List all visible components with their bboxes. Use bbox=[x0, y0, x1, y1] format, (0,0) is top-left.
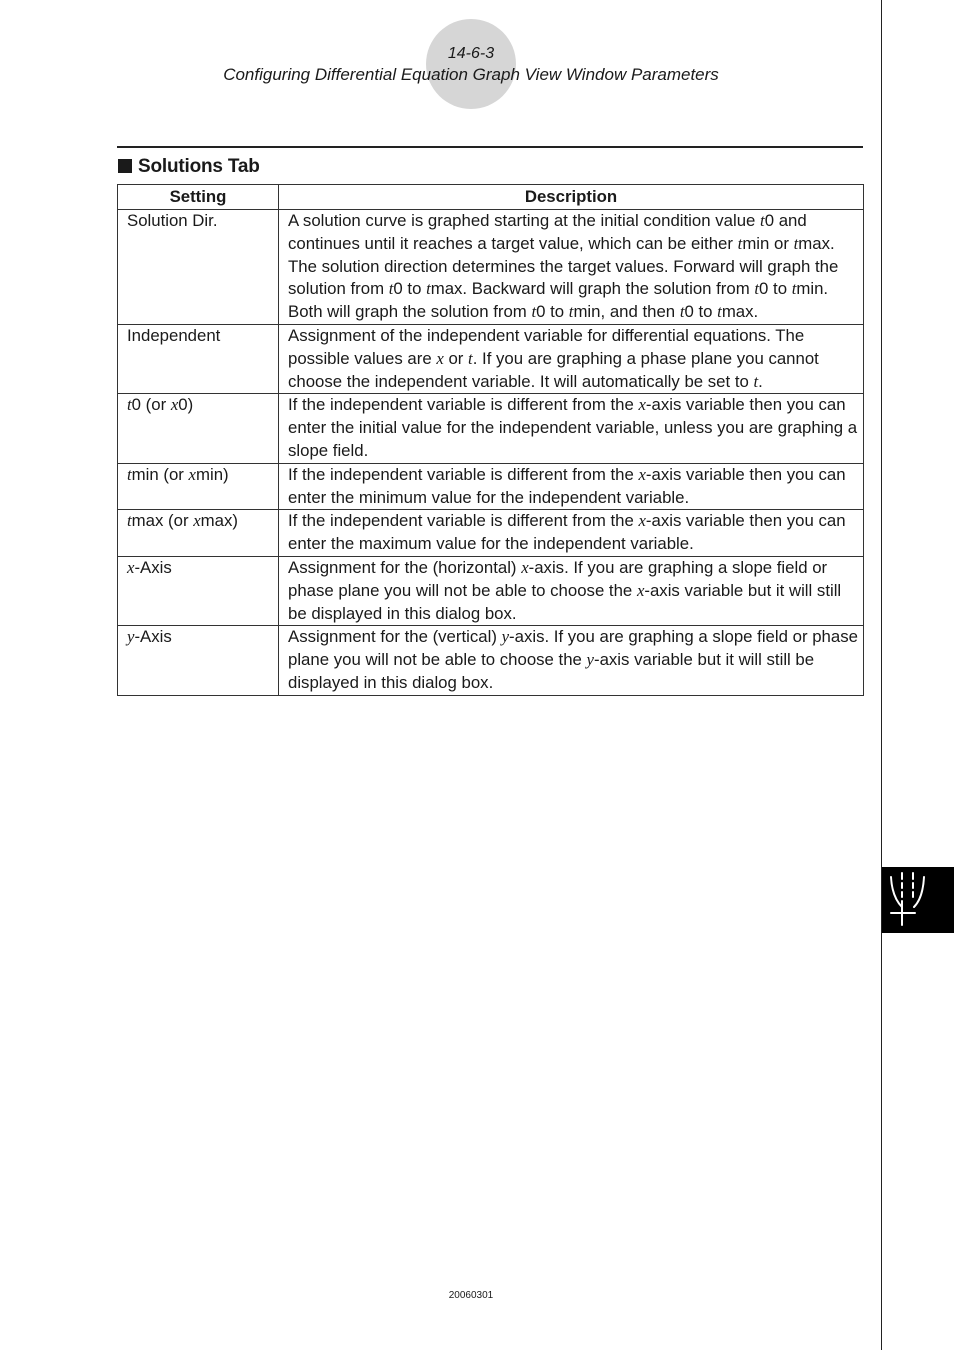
variable-text: t bbox=[760, 211, 765, 230]
cell-text: min. Both will graph the solution from bbox=[288, 279, 829, 322]
cell-text: max (or bbox=[131, 511, 194, 531]
cell-text: A solution curve is graphed starting at the initial condition value bbox=[288, 211, 761, 230]
variable-text: x bbox=[638, 464, 646, 484]
cell-text: or bbox=[443, 348, 469, 368]
table-row bbox=[118, 324, 864, 393]
cell-text: -axis variable then you can enter the maximum value for the independent variable. bbox=[288, 511, 846, 554]
variable-text: x bbox=[193, 511, 201, 531]
description-cell bbox=[279, 210, 864, 325]
cell-text: -axis. If you are graphing a slope field or phase plane you will not be able to choose the bbox=[288, 557, 828, 600]
variable-text: t bbox=[753, 371, 759, 391]
setting-cell bbox=[118, 210, 279, 325]
cell-text: max. Backward will graph the solution from bbox=[430, 279, 755, 299]
variable-text: t bbox=[679, 302, 685, 322]
cell-text: . If you are graphing a phase plane you cannot choose the independent variable. It will automatically be set to bbox=[288, 348, 819, 391]
description-cell bbox=[279, 626, 864, 695]
cell-text: If the independent variable is different from the bbox=[288, 511, 639, 531]
variable-text: t bbox=[127, 395, 132, 415]
table-row bbox=[118, 626, 864, 695]
cell-text: max) bbox=[200, 511, 238, 531]
description-cell bbox=[279, 463, 864, 510]
cell-text: 0) bbox=[178, 395, 194, 415]
section-title: Solutions Tab bbox=[138, 156, 260, 177]
variable-text: x bbox=[521, 557, 529, 577]
variable-text: t bbox=[791, 279, 797, 299]
section-heading bbox=[118, 155, 260, 179]
setting-cell bbox=[118, 626, 279, 695]
variable-text: y bbox=[501, 627, 510, 647]
column-header-description: Description bbox=[279, 185, 864, 210]
variable-text: t bbox=[737, 233, 743, 253]
cell-text: min) bbox=[196, 464, 229, 484]
cell-text: 0 to bbox=[393, 279, 427, 299]
variable-text: t bbox=[754, 279, 760, 299]
chapter-tab bbox=[882, 867, 954, 933]
page-subtitle: Configuring Differential Equation Graph View Window Parameters bbox=[223, 65, 719, 84]
cell-text: max. The solution direction determines the target values. Forward will graph the solution from bbox=[288, 233, 839, 299]
variable-text: y bbox=[586, 650, 594, 670]
description-cell bbox=[279, 394, 864, 463]
cell-text: 0 to bbox=[759, 279, 792, 299]
variable-text: t bbox=[717, 302, 722, 322]
variable-text: x bbox=[638, 395, 646, 415]
setting-cell bbox=[118, 556, 279, 625]
margin-rule bbox=[881, 0, 882, 1350]
variable-text: x bbox=[638, 511, 646, 531]
setting-cell bbox=[118, 324, 279, 393]
cell-text: 0 (or bbox=[131, 395, 171, 415]
cell-text: -axis variable but it will still be displayed in this dialog box. bbox=[288, 580, 842, 623]
cell-text: Assignment for the (vertical) bbox=[288, 627, 502, 647]
setting-cell bbox=[118, 394, 279, 463]
cell-text: . bbox=[758, 371, 763, 391]
setting-cell bbox=[118, 510, 279, 557]
cell-text: min or bbox=[742, 233, 794, 253]
cell-text: 0 and continues until it reaches a target value, which can be either bbox=[288, 211, 807, 253]
cell-text: min, and then bbox=[573, 302, 680, 322]
cell-text: -Axis bbox=[134, 627, 172, 647]
cell-text: Independent bbox=[127, 325, 221, 345]
variable-text: t bbox=[568, 302, 574, 322]
variable-text: x bbox=[188, 464, 196, 484]
setting-cell bbox=[118, 463, 279, 510]
cell-text: -axis variable then you can enter the minimum value for the independent variable. bbox=[288, 464, 846, 507]
differential-equation-icon bbox=[882, 867, 954, 933]
cell-text: max. bbox=[721, 302, 759, 322]
table-row bbox=[118, 510, 864, 557]
table-row bbox=[118, 556, 864, 625]
square-bullet-icon bbox=[118, 159, 132, 173]
variable-text: x bbox=[170, 395, 179, 415]
variable-text: x bbox=[436, 348, 444, 368]
cell-text: 0 to bbox=[684, 302, 718, 322]
cell-text: Assignment of the independent variable for differential equations. The possible values are bbox=[288, 325, 805, 368]
description-cell bbox=[279, 510, 864, 557]
variable-text: t bbox=[127, 464, 132, 484]
section-rule bbox=[117, 146, 863, 148]
column-header-setting: Setting bbox=[118, 185, 279, 210]
variable-text: t bbox=[468, 348, 473, 368]
cell-text: 0 to bbox=[536, 302, 569, 322]
settings-table bbox=[117, 184, 864, 696]
page-number-badge bbox=[426, 19, 516, 109]
table-header-row bbox=[118, 185, 864, 210]
description-cell bbox=[279, 324, 864, 393]
cell-text: Solution Dir. bbox=[127, 211, 218, 230]
footer-code: 20060301 bbox=[448, 1290, 494, 1301]
variable-text: x bbox=[636, 580, 645, 600]
variable-text: t bbox=[127, 511, 132, 531]
cell-text: If the independent variable is different from the bbox=[288, 395, 639, 415]
cell-text: -axis variable but it will still be displayed in this dialog box. bbox=[288, 650, 815, 692]
cell-text: -axis. If you are graphing a slope field or phase plane you will not be able to choose the bbox=[288, 627, 858, 670]
cell-text: If the independent variable is different from the bbox=[288, 464, 639, 484]
table-row bbox=[118, 394, 864, 463]
table-body bbox=[118, 210, 864, 696]
variable-text: t bbox=[531, 302, 537, 322]
cell-text: -axis variable then you can enter the initial value for the independent variable, unless you are graphing a slope field. bbox=[288, 395, 858, 460]
table-row bbox=[118, 463, 864, 510]
variable-text: y bbox=[127, 627, 135, 647]
page-number: 14-6-3 bbox=[447, 45, 495, 62]
variable-text: t bbox=[793, 233, 799, 253]
cell-text: -Axis bbox=[134, 557, 172, 577]
variable-text: t bbox=[388, 279, 394, 299]
cell-text: Assignment for the (horizontal) bbox=[288, 557, 522, 577]
description-cell bbox=[279, 556, 864, 625]
cell-text: min (or bbox=[131, 464, 189, 484]
variable-text: t bbox=[426, 279, 431, 299]
table-row bbox=[118, 210, 864, 325]
variable-text: x bbox=[127, 557, 135, 577]
